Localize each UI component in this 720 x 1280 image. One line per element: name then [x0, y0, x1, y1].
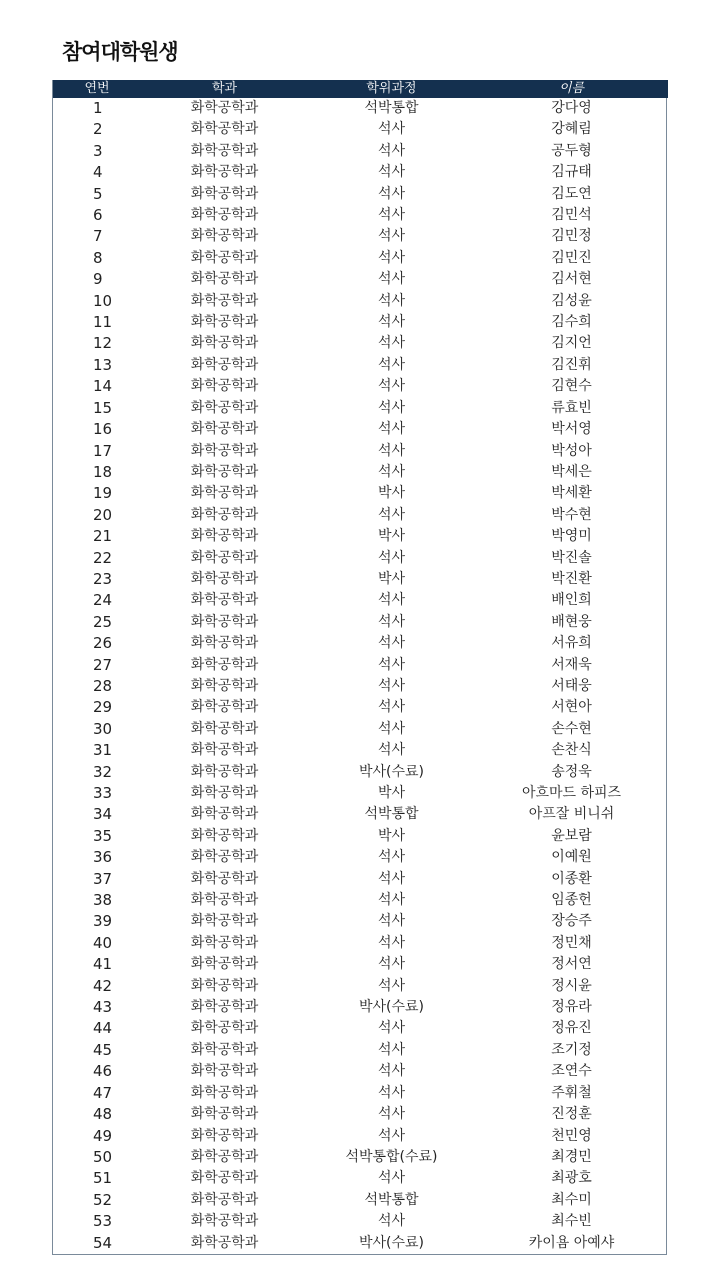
- row-degree: 석사: [377, 1084, 406, 1101]
- row-department: 화학공학과: [190, 699, 259, 716]
- row-name: 이종환: [551, 870, 592, 887]
- row-name: 김현수: [551, 378, 592, 395]
- page-title: 참여대학원생: [62, 40, 178, 64]
- row-department: 화학공학과: [190, 785, 259, 801]
- row-department: 화학공학과: [190, 228, 259, 245]
- row-degree: 석박통합: [364, 100, 419, 116]
- row-name: 박수현: [551, 506, 592, 523]
- row-department: 화학공학과: [190, 549, 259, 566]
- row-degree: 석사: [377, 1063, 406, 1080]
- row-number: 25: [93, 612, 113, 631]
- table-row: [53, 248, 668, 269]
- row-number: 30: [93, 719, 113, 738]
- table-row: [53, 655, 668, 676]
- row-degree: 석사: [377, 699, 406, 716]
- row-name: 장승주: [551, 913, 592, 930]
- row-name: 박서영: [551, 421, 592, 438]
- table-row: [53, 269, 668, 290]
- row-department: 화학공학과: [190, 913, 259, 930]
- row-degree: 박사(수료): [358, 999, 425, 1016]
- row-department: 화학공학과: [190, 977, 259, 994]
- row-department: 화학공학과: [190, 314, 259, 331]
- table-row: [53, 719, 668, 740]
- table-row: [53, 676, 668, 697]
- row-degree: 박사: [377, 528, 406, 545]
- row-department: 화학공학과: [190, 849, 259, 866]
- row-degree: 석사: [377, 271, 406, 288]
- row-number: 7: [93, 227, 103, 246]
- row-name: 박세환: [551, 485, 592, 502]
- row-name: 이예원: [551, 849, 592, 866]
- row-name: 김규태: [551, 164, 592, 181]
- row-name: 서유희: [551, 635, 592, 652]
- row-name: 정유라: [551, 999, 592, 1016]
- row-number: 11: [93, 313, 113, 332]
- row-number: 6: [93, 206, 103, 225]
- row-name: 아프잘 비니쉬: [528, 806, 615, 823]
- row-name: 강혜림: [551, 121, 592, 138]
- row-department: 화학공학과: [190, 1213, 259, 1230]
- row-degree: 박사: [377, 570, 406, 587]
- row-degree: 석사: [377, 399, 406, 416]
- row-department: 화학공학과: [190, 121, 259, 138]
- row-department: 화학공학과: [190, 1084, 259, 1101]
- row-number: 40: [93, 933, 113, 952]
- row-department: 화학공학과: [190, 934, 259, 951]
- row-number: 31: [93, 741, 113, 760]
- row-name: 최경민: [551, 1148, 592, 1165]
- table-row: [53, 869, 668, 890]
- row-degree: 석사: [377, 356, 406, 373]
- row-number: 53: [93, 1212, 113, 1231]
- row-degree: 박사(수료): [358, 1234, 425, 1251]
- table-row: [53, 954, 668, 975]
- row-degree: 석사: [377, 506, 406, 523]
- table-row: [53, 590, 668, 611]
- row-number: 10: [93, 291, 113, 310]
- table-row: [53, 633, 668, 654]
- row-degree: 석사: [377, 314, 406, 331]
- row-department: 화학공학과: [190, 271, 259, 288]
- row-department: 화학공학과: [190, 1106, 259, 1123]
- row-degree: 석박통합: [364, 1191, 419, 1208]
- row-department: 화학공학과: [190, 485, 259, 502]
- row-degree: 석사: [377, 934, 406, 951]
- row-number: 47: [93, 1083, 113, 1102]
- row-number: 37: [93, 869, 113, 888]
- table-row: [53, 1126, 668, 1147]
- row-department: 화학공학과: [190, 635, 259, 652]
- row-number: 4: [93, 163, 103, 182]
- row-department: 화학공학과: [190, 249, 259, 266]
- row-department: 화학공학과: [190, 142, 259, 159]
- table-row: [53, 569, 668, 590]
- table-row: [53, 333, 668, 354]
- row-name: 천민영: [551, 1127, 592, 1144]
- row-name: 박영미: [551, 528, 592, 545]
- row-degree: 석사: [377, 549, 406, 566]
- row-number: 17: [93, 441, 113, 460]
- table-row: [53, 933, 668, 954]
- table-row: [53, 505, 668, 526]
- row-number: 33: [93, 784, 113, 802]
- table-header: [53, 80, 668, 98]
- table-row: [53, 441, 668, 462]
- row-department: 화학공학과: [190, 528, 259, 545]
- row-department: 화학공학과: [190, 1127, 259, 1144]
- row-name: 정민채: [551, 934, 592, 951]
- table-row: [53, 98, 668, 119]
- table-row: [53, 890, 668, 911]
- row-name: 정유진: [551, 1020, 592, 1037]
- table-row: [53, 804, 668, 825]
- row-department: 화학공학과: [190, 1234, 259, 1251]
- row-number: 26: [93, 634, 113, 653]
- table-row: [53, 376, 668, 397]
- row-degree: 석사: [377, 977, 406, 994]
- row-degree: 석사: [377, 463, 406, 480]
- row-number: 22: [93, 548, 113, 567]
- row-name: 김성윤: [551, 292, 592, 309]
- row-number: 3: [93, 141, 103, 160]
- row-name: 김서현: [551, 271, 592, 288]
- row-degree: 석사: [377, 442, 406, 459]
- row-degree: 석사: [377, 1170, 406, 1187]
- row-name: 송정욱: [551, 763, 592, 780]
- row-name: 김수희: [551, 314, 592, 331]
- row-degree: 석사: [377, 378, 406, 395]
- row-department: 화학공학과: [190, 656, 259, 673]
- row-name: 류효빈: [551, 399, 592, 416]
- row-name: 서현아: [551, 699, 592, 716]
- table-row: [53, 976, 668, 997]
- row-degree: 석사: [377, 892, 406, 909]
- row-department: 화학공학과: [190, 806, 259, 823]
- header-row: [53, 80, 668, 98]
- row-number: 42: [93, 976, 113, 995]
- row-degree: 박사: [377, 827, 406, 844]
- row-number: 50: [93, 1147, 113, 1166]
- row-name: 손찬식: [551, 742, 592, 759]
- row-department: 화학공학과: [190, 956, 259, 973]
- row-number: 27: [93, 655, 113, 674]
- row-name: 김민정: [551, 228, 592, 245]
- row-name: 박진솔: [551, 549, 592, 566]
- row-name: 김민진: [551, 249, 592, 266]
- row-number: 38: [93, 891, 113, 910]
- row-department: 화학공학과: [190, 1041, 259, 1058]
- row-department: 화학공학과: [190, 292, 259, 309]
- table-row: [53, 162, 668, 183]
- row-department: 화학공학과: [190, 1148, 259, 1165]
- row-degree: 석사: [377, 613, 406, 630]
- header-degree: 학위과정: [366, 81, 417, 96]
- row-degree: 석사: [377, 292, 406, 309]
- row-department: 화학공학과: [190, 207, 259, 224]
- row-number: 45: [93, 1040, 113, 1059]
- row-department: 화학공학과: [190, 1191, 259, 1208]
- row-degree: 석사: [377, 635, 406, 652]
- row-name: 김도연: [551, 185, 592, 202]
- table-row: [53, 1233, 668, 1254]
- row-number: 46: [93, 1062, 113, 1081]
- table-row: [53, 826, 668, 847]
- row-number: 5: [93, 184, 103, 203]
- row-department: 화학공학과: [190, 335, 259, 352]
- row-number: 43: [93, 998, 113, 1017]
- table-row: [53, 997, 668, 1018]
- row-number: 54: [93, 1233, 113, 1252]
- row-number: 19: [93, 484, 113, 503]
- students-table: [53, 80, 668, 1254]
- row-department: 화학공학과: [190, 613, 259, 630]
- table-row: [53, 1147, 668, 1168]
- table-row: [53, 462, 668, 483]
- row-degree: 석사: [377, 228, 406, 245]
- row-degree: 석사: [377, 121, 406, 138]
- row-department: 화학공학과: [190, 677, 259, 694]
- row-name: 최수빈: [551, 1213, 592, 1230]
- table-row: [53, 205, 668, 226]
- table-row: [53, 419, 668, 440]
- row-name: 최광호: [551, 1170, 592, 1187]
- row-degree: 석사: [377, 185, 406, 202]
- row-number: 9: [93, 270, 103, 289]
- row-number: 39: [93, 912, 113, 931]
- row-department: 화학공학과: [190, 720, 259, 737]
- row-degree: 석사: [377, 207, 406, 224]
- row-number: 2: [93, 120, 103, 139]
- table-row: [53, 847, 668, 868]
- row-department: 화학공학과: [190, 506, 259, 523]
- row-number: 44: [93, 1019, 113, 1038]
- row-name: 최수미: [551, 1191, 592, 1208]
- row-number: 14: [93, 377, 113, 396]
- table-row: [53, 1104, 668, 1125]
- row-degree: 석사: [377, 1213, 406, 1230]
- row-degree: 석사: [377, 656, 406, 673]
- row-department: 화학공학과: [190, 463, 259, 480]
- students-table-container: [52, 80, 667, 1255]
- row-number: 28: [93, 676, 113, 695]
- table-row: [53, 1061, 668, 1082]
- row-degree: 석사: [377, 677, 406, 694]
- row-name: 강다영: [551, 100, 592, 116]
- table-row: [53, 697, 668, 718]
- row-number: 35: [93, 826, 113, 845]
- row-name: 서재욱: [551, 656, 592, 673]
- table-row: [53, 119, 668, 140]
- table-row: [53, 483, 668, 504]
- table-row: [53, 1018, 668, 1039]
- row-degree: 박사: [377, 485, 406, 502]
- row-number: 36: [93, 848, 113, 867]
- table-row: [53, 1211, 668, 1232]
- row-name: 임종헌: [551, 892, 592, 909]
- row-number: 23: [93, 569, 113, 588]
- table-row: [53, 312, 668, 333]
- row-number: 20: [93, 505, 113, 524]
- row-degree: 석사: [377, 592, 406, 609]
- table-row: [53, 184, 668, 205]
- row-name: 김민석: [551, 207, 592, 224]
- row-number: 15: [93, 398, 113, 417]
- row-number: 21: [93, 527, 113, 546]
- row-name: 주휘철: [551, 1084, 592, 1101]
- row-number: 24: [93, 591, 113, 610]
- table-row: [53, 1190, 668, 1211]
- row-degree: 석사: [377, 421, 406, 438]
- row-degree: 석박통합: [364, 806, 419, 823]
- row-department: 화학공학과: [190, 892, 259, 909]
- row-degree: 박사(수료): [358, 763, 425, 780]
- row-name: 서태웅: [551, 677, 592, 694]
- row-degree: 석사: [377, 1020, 406, 1037]
- row-department: 화학공학과: [190, 592, 259, 609]
- table-row: [53, 355, 668, 376]
- row-department: 화학공학과: [190, 442, 259, 459]
- table-row: [53, 548, 668, 569]
- row-number: 12: [93, 334, 113, 353]
- table-body: [53, 98, 668, 1254]
- row-degree: 석사: [377, 1127, 406, 1144]
- table-row: [53, 740, 668, 761]
- row-degree: 석사: [377, 956, 406, 973]
- row-name: 김지언: [551, 335, 592, 352]
- row-degree: 석사: [377, 1106, 406, 1123]
- row-name: 배인희: [551, 592, 592, 609]
- table-row: [53, 911, 668, 932]
- row-number: 13: [93, 355, 113, 374]
- row-name: 조기정: [551, 1041, 592, 1058]
- row-department: 화학공학과: [190, 421, 259, 438]
- header-name: 이름: [558, 81, 585, 96]
- row-number: 52: [93, 1190, 113, 1209]
- row-name: 김진휘: [551, 356, 592, 373]
- row-department: 화학공학과: [190, 763, 259, 780]
- row-number: 29: [93, 698, 113, 717]
- row-department: 화학공학과: [190, 356, 259, 373]
- row-degree: 석사: [377, 164, 406, 181]
- row-degree: 석사: [377, 1041, 406, 1058]
- table-row: [53, 1168, 668, 1189]
- table-row: [53, 762, 668, 783]
- row-degree: 석사: [377, 849, 406, 866]
- row-department: 화학공학과: [190, 570, 259, 587]
- table-row: [53, 783, 668, 804]
- row-department: 화학공학과: [190, 185, 259, 202]
- table-row: [53, 1040, 668, 1061]
- row-number: 18: [93, 462, 113, 481]
- row-degree: 석사: [377, 870, 406, 887]
- row-department: 화학공학과: [190, 1020, 259, 1037]
- table-row: [53, 1083, 668, 1104]
- row-degree: 박사: [377, 785, 406, 801]
- table-row: [53, 226, 668, 247]
- row-name: 공두형: [551, 142, 592, 159]
- table-row: [53, 141, 668, 162]
- row-degree: 석사: [377, 249, 406, 266]
- row-name: 박진환: [551, 570, 592, 587]
- row-degree: 석사: [377, 913, 406, 930]
- row-number: 8: [93, 248, 103, 267]
- table-row: [53, 291, 668, 312]
- row-number: 49: [93, 1126, 113, 1145]
- row-name: 박세은: [551, 463, 592, 480]
- row-name: 카이욤 아예샤: [528, 1234, 615, 1251]
- row-name: 진정훈: [551, 1106, 592, 1123]
- row-department: 화학공학과: [190, 100, 259, 116]
- table-row: [53, 398, 668, 419]
- row-name: 정서연: [551, 956, 592, 973]
- row-number: 16: [93, 420, 113, 439]
- row-degree: 석사: [377, 335, 406, 352]
- row-name: 윤보람: [551, 827, 592, 844]
- row-number: 1: [93, 99, 103, 117]
- row-name: 조연수: [551, 1063, 592, 1080]
- row-department: 화학공학과: [190, 399, 259, 416]
- row-department: 화학공학과: [190, 164, 259, 181]
- row-degree: 석사: [377, 142, 406, 159]
- row-department: 화학공학과: [190, 870, 259, 887]
- row-department: 화학공학과: [190, 742, 259, 759]
- row-number: 32: [93, 762, 113, 781]
- row-name: 배현웅: [551, 613, 592, 630]
- header-dept: 학과: [211, 81, 238, 96]
- row-department: 화학공학과: [190, 378, 259, 395]
- row-number: 41: [93, 955, 113, 974]
- row-department: 화학공학과: [190, 1063, 259, 1080]
- row-degree: 석사: [377, 720, 406, 737]
- row-name: 정시윤: [551, 977, 592, 994]
- row-department: 화학공학과: [190, 827, 259, 844]
- table-row: [53, 612, 668, 633]
- header-no: 연번: [84, 81, 110, 96]
- row-department: 화학공학과: [190, 999, 259, 1016]
- row-department: 화학공학과: [190, 1170, 259, 1187]
- row-number: 34: [93, 805, 113, 824]
- row-name: 손수현: [551, 720, 592, 737]
- row-number: 51: [93, 1169, 113, 1188]
- table-row: [53, 526, 668, 547]
- row-name: 아흐마드 하피즈: [521, 785, 622, 801]
- row-degree: 석박통합(수료): [345, 1148, 438, 1165]
- row-number: 48: [93, 1105, 113, 1124]
- row-degree: 석사: [377, 742, 406, 759]
- row-name: 박성아: [551, 442, 592, 459]
